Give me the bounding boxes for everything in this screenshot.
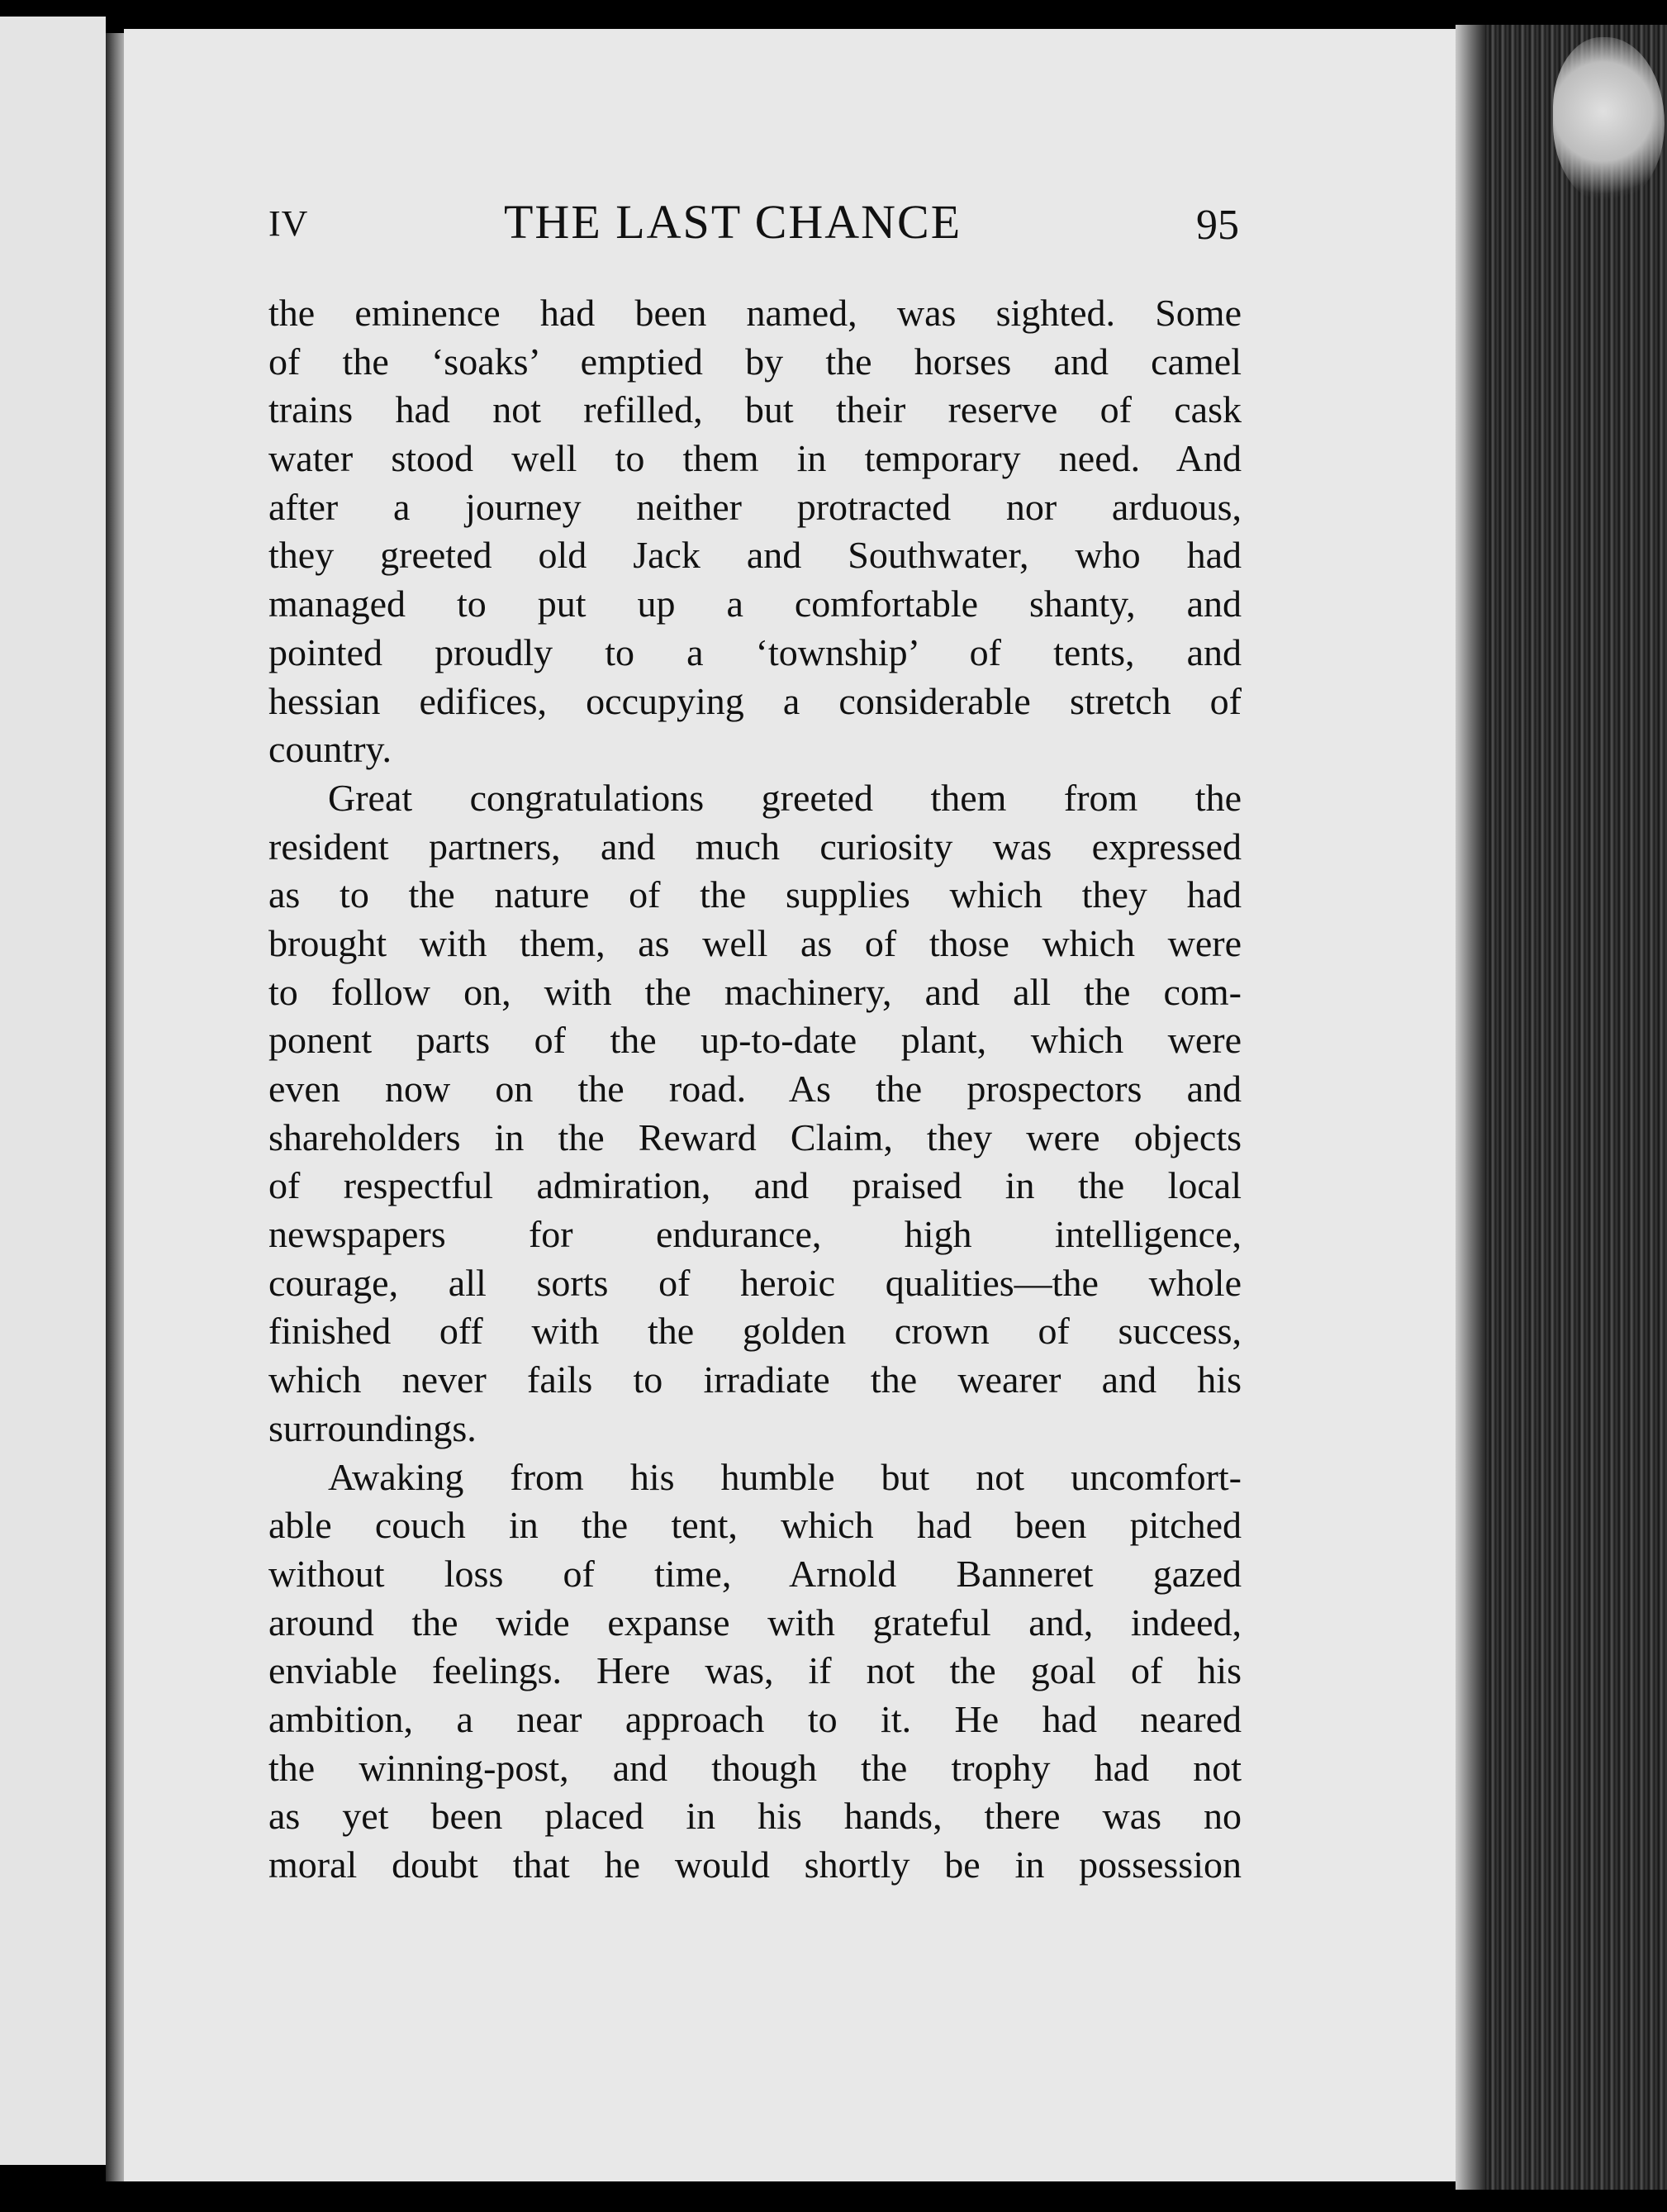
text-line: ambition, a near approach to it. He had neared <box>268 1697 1242 1740</box>
text-line: ponent parts of the up-to-date plant, which were <box>268 1019 1242 1062</box>
chapter-number: IV <box>268 203 309 244</box>
facing-page-edge <box>0 17 106 2165</box>
text-line: of respectful admiration, and praised in the local <box>268 1164 1242 1207</box>
running-head <box>268 194 1239 269</box>
text-line: to follow on, with the machinery, and all the com- <box>268 970 1242 1013</box>
text-line: which never fails to irradiate the wearer and his <box>268 1358 1242 1401</box>
page-fore-edge <box>1456 25 1667 2190</box>
text-line: Awaking from his humble but not uncomfort- <box>328 1455 1242 1498</box>
text-line: newspapers for endurance, high intelligence, <box>268 1213 1242 1256</box>
text-line: managed to put up a comfortable shanty, and <box>268 583 1242 626</box>
text-line: Great congratulations greeted them from the <box>328 776 1242 819</box>
text-line: as yet been placed in his hands, there was no <box>268 1795 1242 1838</box>
text-line: finished off with the golden crown of success, <box>268 1310 1242 1353</box>
text-line: of the ‘soaks’ emptied by the horses and camel <box>268 340 1242 383</box>
text-line: pointed proudly to a ‘township’ of tents, and <box>268 630 1242 673</box>
text-line: the winning-post, and though the trophy had not <box>268 1746 1242 1789</box>
text-line: resident partners, and much curiosity was expressed <box>268 825 1242 868</box>
text-line: able couch in the tent, which had been pitched <box>268 1504 1242 1547</box>
text-line: as to the nature of the supplies which they had <box>268 873 1242 916</box>
text-line: surroundings. <box>268 1406 477 1449</box>
text-line: the eminence had been named, was sighted. Some <box>268 292 1242 334</box>
text-line: they greeted old Jack and Southwater, who had <box>268 534 1242 577</box>
text-line: enviable feelings. Here was, if not the goal of his <box>268 1649 1242 1692</box>
text-line: water stood well to them in temporary need. And <box>268 437 1242 480</box>
text-line: without loss of time, Arnold Banneret gazed <box>268 1552 1242 1595</box>
text-line: trains had not refilled, but their reserve of cask <box>268 388 1242 431</box>
text-line: shareholders in the Reward Claim, they were objects <box>268 1116 1242 1158</box>
text-line: country. <box>268 728 392 771</box>
text-line: courage, all sorts of heroic qualities—the whole <box>268 1261 1242 1304</box>
text-line: moral doubt that he would shortly be in possession <box>268 1843 1242 1886</box>
text-line: brought with them, as well as of those which were <box>268 921 1242 964</box>
chapter-title: THE LAST CHANCE <box>504 195 962 249</box>
text-line: hessian edifices, occupying a considerable stretch of <box>268 679 1242 722</box>
text-line: even now on the road. As the prospectors and <box>268 1068 1242 1110</box>
body-text <box>268 289 1242 1890</box>
page-number: 95 <box>1196 202 1239 249</box>
text-line: after a journey neither protracted nor arduous, <box>268 485 1242 528</box>
text-line: around the wide expanse with grateful and, indeed, <box>268 1601 1242 1644</box>
